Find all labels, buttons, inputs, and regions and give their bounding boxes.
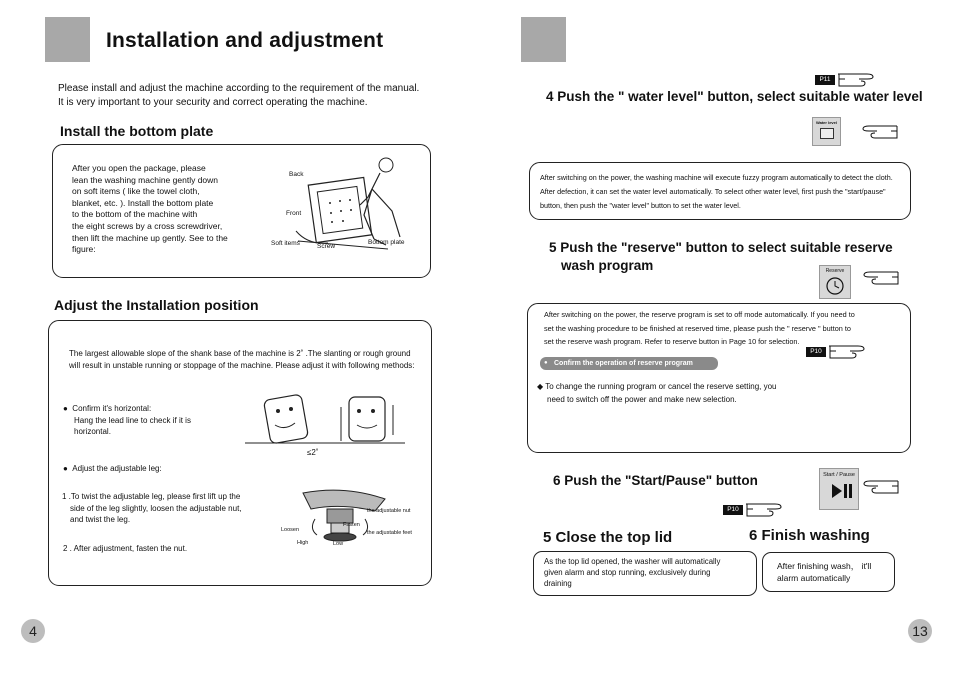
page-ref-badge-p10: P10 bbox=[806, 347, 826, 357]
label-high: High bbox=[297, 540, 309, 546]
intro-text: Please install and adjust the machine according to the requirement of the manual. It is very important to your security and correct operating the machine. bbox=[58, 83, 420, 108]
bottom-plate-heading: Install the bottom plate bbox=[60, 123, 214, 139]
step6-heading: 6 Push the "Start/Pause" button bbox=[553, 473, 758, 488]
close-lid-text: As the top lid opened, the washer will automatically given alarm and stop running, exclusively during draining bbox=[544, 557, 721, 588]
label-bottom-plate: Bottom plate bbox=[368, 239, 405, 246]
label-screw: Screw bbox=[317, 243, 336, 250]
pointing-hand-icon bbox=[745, 500, 783, 518]
start-pause-button-label: Start / Pause bbox=[823, 472, 855, 478]
reserve-button-label: Reserve bbox=[825, 268, 845, 274]
label-front: Front bbox=[286, 210, 302, 217]
play-pause-icon bbox=[820, 478, 858, 506]
finish-text: After finishing wash， it'll alarm automatically bbox=[777, 561, 872, 583]
label-back: Back bbox=[289, 171, 304, 178]
label-low: Low bbox=[333, 541, 344, 547]
label-loosen: Loosen bbox=[281, 527, 300, 533]
step5-note: ◆ To change the running program or cancel the reserve setting, you need to switch off the power and make new selection. bbox=[537, 382, 777, 404]
pointing-hand-icon bbox=[837, 70, 875, 88]
close-lid-heading: 5 Close the top lid bbox=[543, 529, 673, 546]
clock-icon bbox=[820, 274, 850, 296]
page-ref-badge-p11: P11 bbox=[815, 75, 835, 85]
bullet-dot: ● bbox=[63, 404, 68, 413]
step5-heading: 5 Push the "reserve" button to select suitable reserve wash program bbox=[549, 240, 893, 273]
adjust-step-1: 1 .To twist the adjustable leg, please first lift up the side of the leg slightly, loosen the adjustable nut, and twist the leg. bbox=[62, 492, 242, 524]
label-adjustable-nut: the adjustable nut bbox=[367, 508, 411, 514]
water-level-button-label: Water level bbox=[816, 120, 837, 125]
reserve-button[interactable] bbox=[819, 265, 851, 299]
page-number-right: 13 bbox=[908, 619, 932, 643]
confirm-reserve-pill: ● Confirm the operation of reserve program bbox=[540, 357, 718, 370]
step4-heading: 4 Push the " water level" button, select suitable water level bbox=[546, 89, 923, 104]
water-level-button-key bbox=[820, 128, 834, 139]
left-header-gray-box bbox=[45, 17, 90, 62]
water-level-button[interactable] bbox=[812, 117, 841, 146]
horizontal-check-illustration bbox=[245, 391, 405, 451]
bullet-dot: ● bbox=[63, 464, 68, 473]
label-soft-items: Soft items bbox=[271, 240, 300, 247]
label-fasten: Fasten bbox=[343, 522, 360, 528]
page-number-left: 4 bbox=[21, 619, 45, 643]
finish-heading: 6 Finish washing bbox=[749, 527, 870, 544]
slope-text: The largest allowable slope of the shank base of the machine is 2˚ .The slanting or rough ground will result in unstable running or stoppage of the machine. Please adjust it with following methods: bbox=[69, 349, 415, 370]
angle-label: ≤2˚ bbox=[307, 448, 319, 457]
diamond-bullet-icon: ◆ bbox=[537, 382, 544, 391]
bottom-plate-box bbox=[52, 144, 431, 278]
step4-text: After switching on the power, the washing machine will execute fuzzy program automatically to detect the cloth. After defection, it can set the water level automatically. To select other water level, first push the "start/pause" button, then push the "water level" button to set the water level. bbox=[540, 173, 893, 210]
bullet-adjust-leg: ● Adjust the adjustable leg: bbox=[63, 464, 162, 473]
step5-text: After switching on the power, the reserve program is set to off mode automatically. If you need to set the washing procedure to be finished at reserved time, please push the " reserve " button to set the reserve wash program. Refer to reserve button in Page 10 for selection. bbox=[544, 310, 855, 346]
step5-box bbox=[527, 303, 911, 453]
finish-box bbox=[762, 552, 895, 592]
close-lid-box bbox=[533, 551, 757, 596]
start-pause-button[interactable] bbox=[819, 468, 859, 510]
page-ref-badge-p10: P10 bbox=[723, 505, 743, 515]
label-adjustable-feet: the adjustable feet bbox=[367, 530, 412, 536]
position-heading: Adjust the Installation position bbox=[54, 297, 259, 313]
position-box bbox=[48, 320, 432, 586]
page-title: Installation and adjustment bbox=[106, 29, 384, 52]
bottom-plate-text: After you open the package, please lean the washing machine gently down on soft items ( like the towel cloth, blanket, etc. ). Install the bottom plate to the bottom of the machine with the eight screws by a cross screwdriver, then lift the machine up gently. See to the figure: bbox=[72, 163, 228, 255]
step4-box bbox=[529, 162, 911, 220]
pointing-hand-icon bbox=[861, 122, 899, 140]
pointing-hand-icon bbox=[828, 342, 866, 360]
bottom-plate-installation-illustration bbox=[268, 153, 418, 253]
pointing-hand-icon bbox=[862, 268, 900, 286]
pointing-hand-icon bbox=[862, 477, 900, 495]
right-header-gray-box bbox=[521, 17, 566, 62]
bullet-horizontal: ● Confirm it's horizontal: Hang the lead line to check if it is horizontal. bbox=[63, 404, 191, 436]
adjust-step-2: 2 . After adjustment, fasten the nut. bbox=[63, 544, 188, 553]
